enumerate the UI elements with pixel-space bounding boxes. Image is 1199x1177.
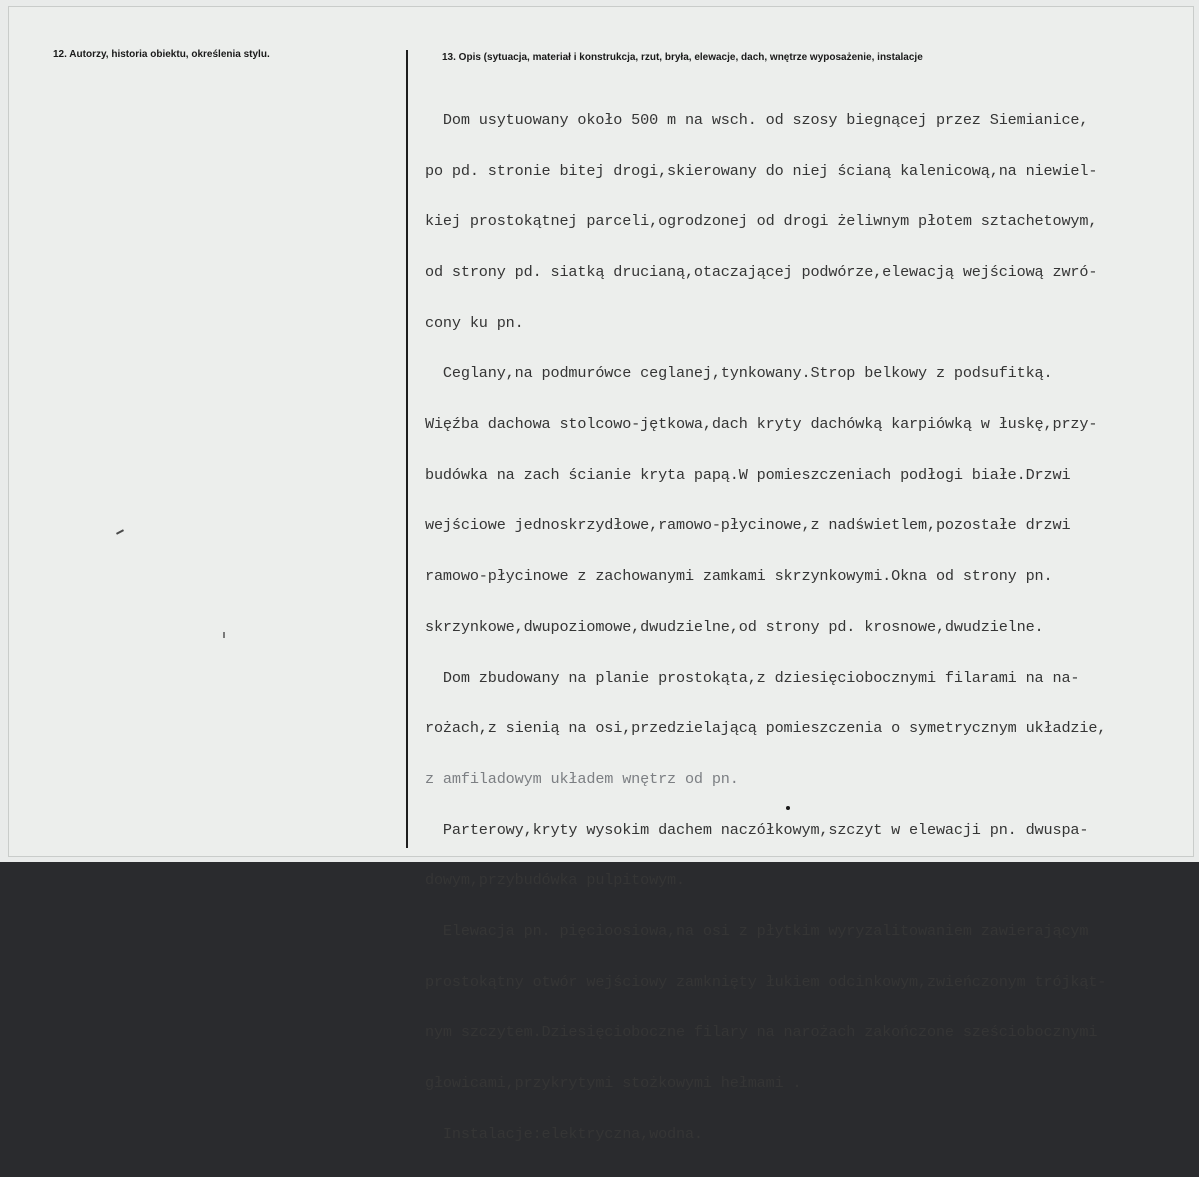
typed-line: po pd. stronie bitej drogi,skierowany do niej ścianą kalenicową,na niewiel- [425, 161, 1098, 180]
typed-line: Instalacje:elektryczna,wodna. [425, 1124, 703, 1143]
typed-line: budówka na zach ścianie kryta papą.W pomieszczeniach podłogi białe.Drzwi [425, 465, 1071, 484]
typed-line: wejściowe jednoskrzydłowe,ramowo-płycinowe,z nadświetlem,pozostałe drzwi [425, 516, 1071, 535]
typed-line: ramowo-płycinowe z zachowanymi zamkami skrzynkowymi.Okna od strony pn. [425, 567, 1053, 586]
typed-line: prostokątny otwór wejściowy zamknięty łukiem odcinkowym,zwieńczonym trójkąt- [425, 972, 1107, 991]
typed-line: Więźba dachowa stolcowo-jętkowa,dach kryty dachówką karpiówką w łuskę,przy- [425, 415, 1098, 434]
typed-line: z amfiladowym układem wnętrz od pn. [425, 769, 739, 788]
column-divider [406, 50, 408, 848]
pencil-mark [223, 632, 225, 638]
typed-line: dowym,przybudówka pulpitowym. [425, 871, 685, 890]
typed-line: Elewacja pn. pięcioosiowa,na osi z płytkim wyryzalitowaniem zawierającym [425, 922, 1089, 941]
typed-line: Dom zbudowany na planie prostokąta,z dziesięciobocznymi filarami na na- [425, 668, 1080, 687]
typed-line: Parterowy,kryty wysokim dachem naczółkowym,szczyt w elewacji pn. dwuspa- [425, 820, 1089, 839]
typed-line: nym szczytem.Dziesięcioboczne filary na narożach zakończone sześciobocznymi [425, 1023, 1098, 1042]
field-12-heading: 12. Autorzy, historia obiektu, określenia stylu. [53, 49, 270, 60]
typed-line: kiej prostokątnej parceli,ogrodzonej od drogi żeliwnym płotem sztachetowym, [425, 212, 1098, 231]
ink-dot [786, 806, 790, 810]
field-13-heading: 13. Opis (sytuacja, materiał i konstrukcja, rzut, bryła, elewacje, dach, wnętrze wyposażenie, instalacje [442, 52, 923, 63]
typed-line: rożach,z sienią na osi,przedzielającą pomieszczenia o symetrycznym układzie, [425, 719, 1107, 738]
typed-line: skrzynkowe,dwupoziomowe,dwudzielne,od strony pd. krosnowe,dwudzielne. [425, 617, 1044, 636]
typed-line: Ceglany,na podmurówce ceglanej,tynkowany.Strop belkowy z podsufitką. [425, 364, 1053, 383]
typed-line: cony ku pn. [425, 313, 524, 332]
typed-line: głowicami,przykrytymi stożkowymi hełmami . [425, 1074, 802, 1093]
typed-line: od strony pd. siatką drucianą,otaczającej podwórze,elewacją wejściową zwró- [425, 262, 1098, 281]
field-13-typed-text [425, 78, 1185, 1177]
typed-line: Dom usytuowany około 500 m na wsch. od szosy biegnącej przez Siemianice, [425, 110, 1089, 129]
